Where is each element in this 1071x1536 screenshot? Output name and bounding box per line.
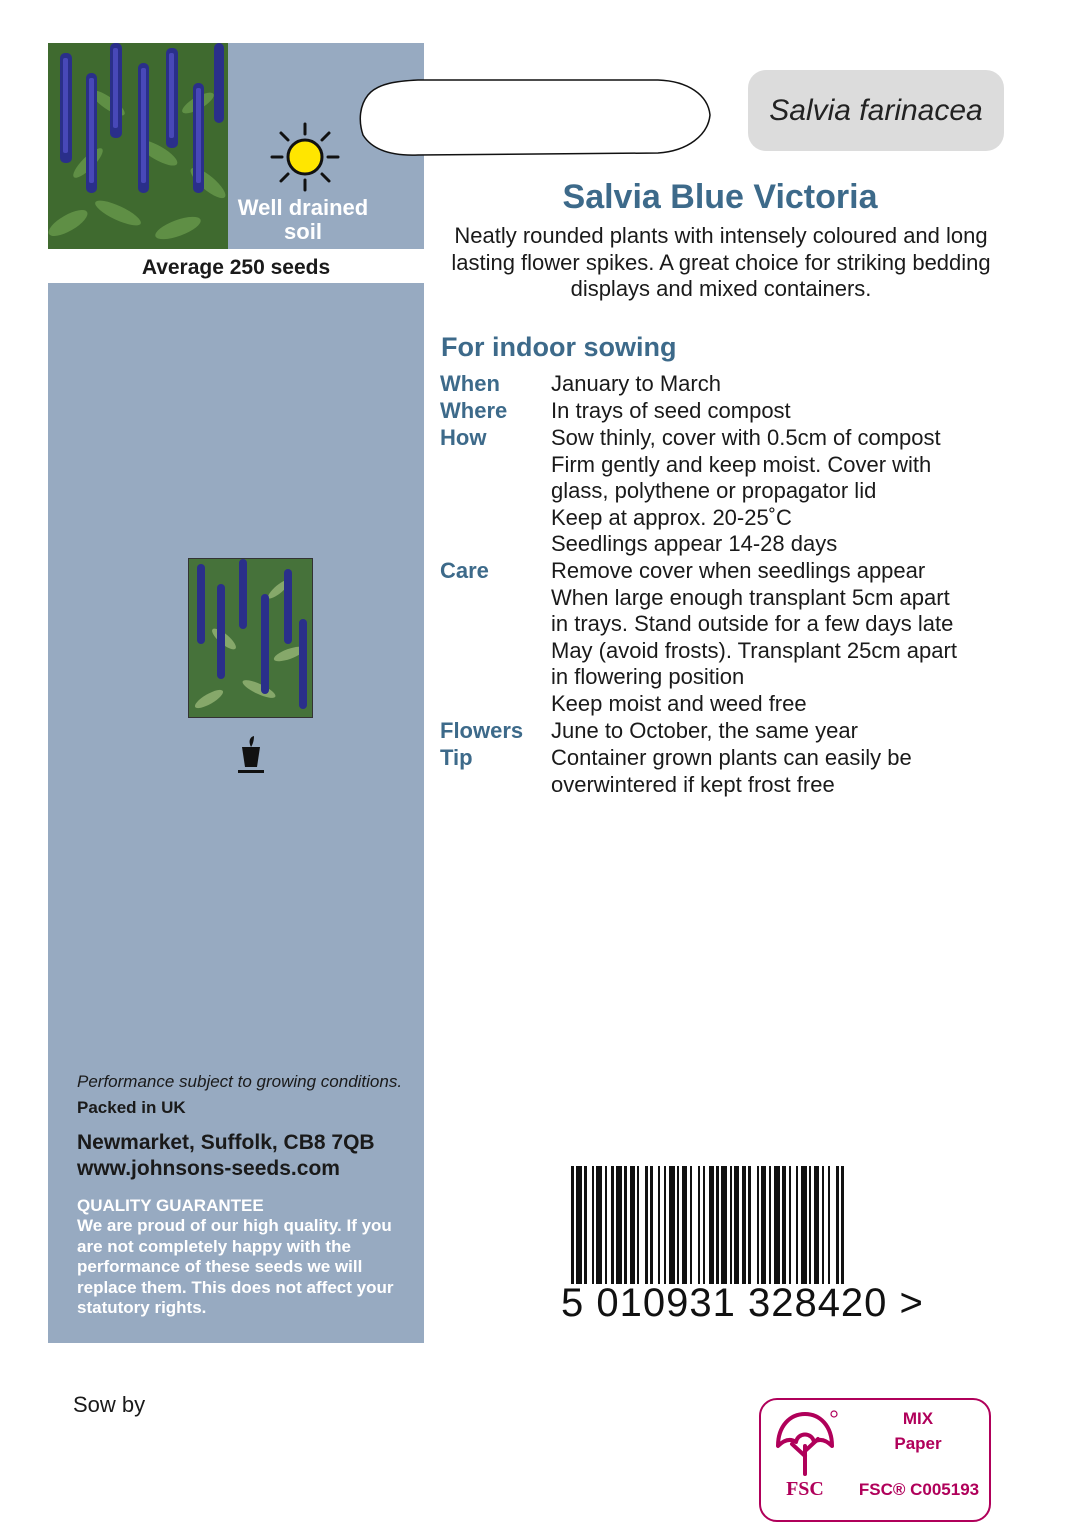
barcode-bar (782, 1166, 786, 1284)
barcode-bar (789, 1166, 791, 1284)
barcode-bar (809, 1166, 811, 1284)
row-value-tip (551, 745, 1011, 798)
guarantee-title: QUALITY GUARANTEE (77, 1196, 264, 1215)
row-line: June to October, the same year (551, 718, 858, 743)
fsc-mix: MIX (902, 1409, 934, 1428)
barcode-bar (664, 1166, 666, 1284)
row-value-where (551, 398, 1011, 425)
row-label-when: When (440, 371, 500, 396)
barcode-bar (709, 1166, 714, 1284)
blank-label-area (358, 75, 712, 158)
barcode-bar (592, 1166, 594, 1284)
row-value-care (551, 558, 1011, 718)
barcode-bar (650, 1166, 653, 1284)
row-value-how (551, 425, 1011, 558)
soil-label (228, 196, 378, 244)
barcode-bar (814, 1166, 819, 1284)
row-line: When large enough transplant 5cm apart (551, 584, 950, 610)
fsc-logo-word: FSC (786, 1478, 824, 1500)
row-label-where: Where (440, 398, 508, 423)
barcode-bar (757, 1166, 759, 1284)
latin-name: Salvia farinacea (769, 94, 983, 127)
seed-count: Average 250 seeds (48, 249, 424, 283)
barcode-bar (822, 1166, 824, 1284)
row-line: Keep at approx. 20-25˚C (551, 504, 792, 530)
soil-label-line2: soil (284, 219, 322, 244)
barcode-bar (605, 1166, 607, 1284)
row-label-care: Care (440, 558, 489, 583)
barcode-bar (616, 1166, 622, 1284)
barcode-bar (669, 1166, 675, 1284)
barcode-bar (761, 1166, 766, 1284)
barcode-bar (801, 1166, 807, 1284)
row-label-tip: Tip (440, 745, 473, 770)
flower-photo-small (188, 558, 313, 718)
barcode-bar (721, 1166, 727, 1284)
barcode (571, 1166, 983, 1284)
barcode-bar (658, 1166, 660, 1284)
barcode-bar (584, 1166, 587, 1284)
barcode-bar (774, 1166, 780, 1284)
product-description: Neatly rounded plants with intensely coloured and long lasting flower spikes. A great choice for striking bedding displays and mixed containers. (451, 223, 991, 301)
barcode-bar (730, 1166, 732, 1284)
fsc-tree-icon (770, 1406, 840, 1476)
row-line: Remove cover when seedlings appear (551, 558, 926, 583)
sow-by: Sow by (73, 1392, 146, 1417)
barcode-bar (690, 1166, 692, 1284)
barcode-bar (698, 1166, 700, 1284)
barcode-bar (630, 1166, 635, 1284)
soil-label-line1: Well drained (237, 195, 369, 220)
row-line: in flowering position (551, 664, 745, 690)
barcode-number: 5 010931 328420 > (561, 1281, 924, 1325)
barcode-bar (734, 1166, 739, 1284)
barcode-bar (611, 1166, 614, 1284)
sun-icon (270, 122, 340, 192)
fsc-code: FSC® C005193 (858, 1480, 980, 1499)
address: Newmarket, Suffolk, CB8 7QB (77, 1131, 375, 1154)
fsc-paper: Paper (894, 1434, 942, 1453)
barcode-bar (836, 1166, 839, 1284)
barcode-bar (596, 1166, 602, 1284)
row-line: Sow thinly, cover with 0.5cm of compost (551, 425, 941, 450)
guarantee-text: We are proud of our high quality. If you are not completely happy with the performance of these seeds we will replace them. This does not affect your statutory rights. (77, 1216, 394, 1317)
packed-in: Packed in UK (77, 1098, 186, 1117)
johnsons-logo (236, 735, 266, 777)
barcode-bar (796, 1166, 798, 1284)
barcode-bar (645, 1166, 648, 1284)
barcode-bar (742, 1166, 746, 1284)
barcode-bar (828, 1166, 830, 1284)
row-value-when (551, 371, 1011, 398)
row-line: May (avoid frosts). Transplant 25cm apart (551, 637, 957, 663)
sowing-section-title: For indoor sowing (441, 332, 677, 362)
row-line: January to March (551, 371, 721, 396)
row-line: Firm gently and keep moist. Cover with (551, 451, 932, 477)
row-line: glass, polythene or propagator lid (551, 478, 877, 504)
row-line: Keep moist and weed free (551, 690, 807, 716)
barcode-bar (576, 1166, 582, 1284)
barcode-bar (769, 1166, 771, 1284)
row-label-flowers: Flowers (440, 718, 524, 743)
performance-note: Performance subject to growing conditions. (77, 1072, 403, 1091)
barcode-bar (716, 1166, 719, 1284)
barcode-bar (841, 1166, 844, 1284)
barcode-bar (677, 1166, 679, 1284)
product-title: Salvia Blue Victoria (562, 178, 878, 216)
flower-photo-top (48, 43, 228, 249)
row-line: Container grown plants can easily be (551, 745, 912, 770)
website: www.johnsons-seeds.com (77, 1157, 340, 1180)
row-label-how: How (440, 425, 487, 450)
barcode-bar (624, 1166, 627, 1284)
row-value-flowers (551, 718, 1011, 745)
barcode-bar (703, 1166, 705, 1284)
row-line: Seedlings appear 14-28 days (551, 531, 838, 557)
barcode-bar (637, 1166, 639, 1284)
row-line: in trays. Stand outside for a few days late (551, 611, 954, 637)
row-line: overwintered if kept frost free (551, 771, 835, 797)
row-line: In trays of seed compost (551, 398, 791, 423)
barcode-bar (571, 1166, 574, 1284)
barcode-bar (748, 1166, 751, 1284)
barcode-bar (682, 1166, 687, 1284)
